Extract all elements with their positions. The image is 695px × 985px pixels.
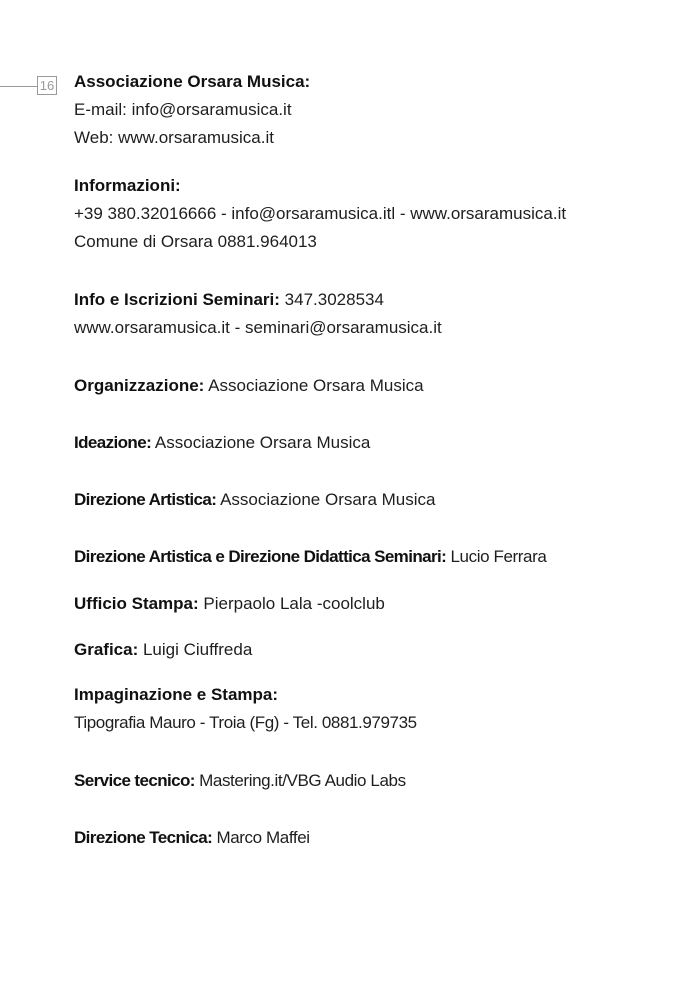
association-label: Associazione Orsara Musica: — [74, 72, 311, 91]
graphics-label: Grafica: — [74, 640, 139, 659]
page-number: 16 — [37, 76, 57, 95]
technical-direction-value: Marco Maffei — [212, 828, 310, 847]
press-office-label: Ufficio Stampa: — [74, 594, 199, 613]
graphics-block — [74, 636, 675, 664]
info-block — [74, 172, 675, 256]
organization-label: Organizzazione: — [74, 376, 205, 395]
graphics-value: Luigi Ciuffreda — [138, 640, 253, 659]
ideation-value: Associazione Orsara Musica — [151, 433, 371, 452]
print-value: Tipografia Mauro - Troia (Fg) - Tel. 0881.979735 — [74, 713, 417, 732]
service-label: Service tecnico: — [74, 771, 195, 790]
artistic-direction-value: Associazione Orsara Musica — [216, 490, 436, 509]
didactic-direction-value: Lucio Ferrara — [446, 547, 547, 566]
technical-direction-block — [74, 824, 675, 852]
press-office-block — [74, 590, 675, 618]
service-value: Mastering.it/VBG Audio Labs — [194, 771, 406, 790]
info-comune: Comune di Orsara 0881.964013 — [74, 232, 317, 251]
artistic-direction-label: Direzione Artistica: — [74, 490, 217, 509]
artistic-direction-block — [74, 486, 675, 514]
seminars-label: Info e Iscrizioni Seminari: — [74, 290, 280, 309]
page-marker-line — [0, 86, 37, 87]
press-office-value: Pierpaolo Lala -coolclub — [198, 594, 385, 613]
association-web: Web: www.orsaramusica.it — [74, 128, 274, 147]
association-email: E-mail: info@orsaramusica.it — [74, 100, 292, 119]
didactic-direction-label: Direzione Artistica e Direzione Didattica Seminari: — [74, 547, 447, 566]
info-label: Informazioni: — [74, 176, 181, 195]
association-block — [74, 68, 675, 152]
seminars-phone: 347.3028534 — [279, 290, 384, 309]
info-contacts: +39 380.32016666 - info@orsaramusica.itl - www.orsaramusica.it — [74, 204, 567, 223]
didactic-direction-block — [74, 543, 675, 571]
organization-value: Associazione Orsara Musica — [204, 376, 424, 395]
ideation-block — [74, 429, 675, 457]
ideation-label: Ideazione: — [74, 433, 152, 452]
print-label: Impaginazione e Stampa: — [74, 685, 279, 704]
service-block — [74, 767, 675, 795]
seminars-contacts: www.orsaramusica.it - seminari@orsaramusica.it — [74, 318, 442, 337]
print-block — [74, 681, 675, 737]
technical-direction-label: Direzione Tecnica: — [74, 828, 213, 847]
organization-block — [74, 372, 675, 400]
seminars-block — [74, 286, 675, 342]
